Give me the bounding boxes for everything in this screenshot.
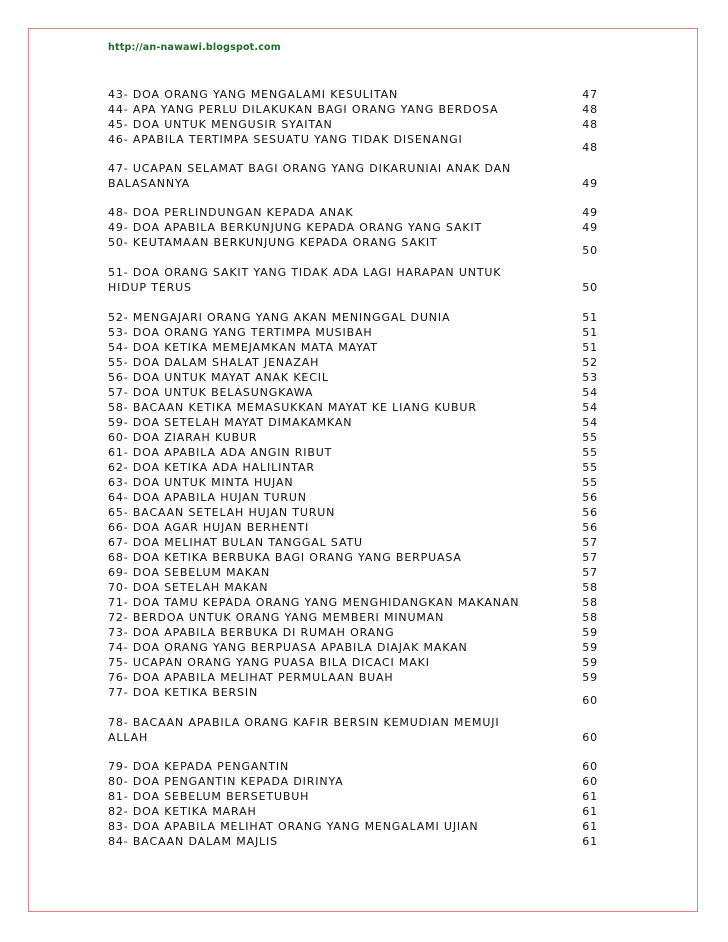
toc-line xyxy=(108,265,598,280)
toc-entry-text: 60- DOA ZIARAH KUBUR xyxy=(108,431,258,444)
toc-entry-text: 83- DOA APABILA MELIHAT ORANG YANG MENGALAMI UJIAN xyxy=(108,820,479,833)
toc-entry-text: 78- BACAAN APABILA ORANG KAFIR BERSIN KEMUDIAN MEMUJI xyxy=(108,716,500,729)
toc-page-number: 48 xyxy=(582,141,598,154)
toc-entry-text: 82- DOA KETIKA MARAH xyxy=(108,805,257,818)
toc-page-number: 54 xyxy=(582,416,598,429)
toc-entry-text: 70- DOA SETELAH MAKAN xyxy=(108,581,269,594)
toc-line xyxy=(108,117,598,132)
toc-line xyxy=(108,370,598,385)
toc-page-number: 54 xyxy=(582,386,598,399)
toc-page-number: 47 xyxy=(582,88,598,101)
toc-page-number: 57 xyxy=(582,536,598,549)
toc-line xyxy=(108,87,598,102)
toc-line xyxy=(108,625,598,640)
toc-page-number: 49 xyxy=(582,221,598,234)
toc-page-number: 60 xyxy=(582,760,598,773)
toc-line xyxy=(108,325,598,340)
toc-page-number: 61 xyxy=(582,820,598,833)
toc-entry-text: 49- DOA APABILA BERKUNJUNG KEPADA ORANG YANG SAKIT xyxy=(108,221,483,234)
toc-entry-text: 46- APABILA TERTIMPA SESUATU YANG TIDAK DISENANGI xyxy=(108,133,463,146)
toc-page-number: 55 xyxy=(582,446,598,459)
toc-entry-text: 52- MENGAJARI ORANG YANG AKAN MENINGGAL DUNIA xyxy=(108,311,451,324)
toc-line xyxy=(108,176,598,191)
toc-line xyxy=(108,475,598,490)
toc-page-number: 48 xyxy=(582,103,598,116)
toc-page-number: 54 xyxy=(582,401,598,414)
toc-entry-text: 66- DOA AGAR HUJAN BERHENTI xyxy=(108,521,310,534)
toc-page-number: 50 xyxy=(582,281,598,294)
toc-entry-text: 57- DOA UNTUK BELASUNGKAWA xyxy=(108,386,314,399)
toc-entry-text: 68- DOA KETIKA BERBUKA BAGI ORANG YANG BERPUASA xyxy=(108,551,462,564)
toc-page-number: 61 xyxy=(582,790,598,803)
toc-line xyxy=(108,610,598,625)
toc-line xyxy=(108,505,598,520)
toc-page-number: 58 xyxy=(582,611,598,624)
toc-line xyxy=(108,415,598,430)
toc-entry-text: 45- DOA UNTUK MENGUSIR SYAITAN xyxy=(108,118,333,131)
toc-entry-text: 55- DOA DALAM SHALAT JENAZAH xyxy=(108,356,320,369)
toc-entry-text: HIDUP TERUS xyxy=(108,281,192,294)
toc-page-number: 49 xyxy=(582,206,598,219)
toc-page-number: 55 xyxy=(582,461,598,474)
toc-line xyxy=(108,730,598,745)
toc-page-number: 56 xyxy=(582,491,598,504)
toc-line xyxy=(108,685,598,707)
toc-entry-text: 64- DOA APABILA HUJAN TURUN xyxy=(108,491,307,504)
toc-page-number: 53 xyxy=(582,371,598,384)
toc-line xyxy=(108,220,598,235)
toc-entry-text: 43- DOA ORANG YANG MENGALAMI KESULITAN xyxy=(108,88,399,101)
toc-page-number: 61 xyxy=(582,805,598,818)
toc-line xyxy=(108,520,598,535)
toc-entry-text: 74- DOA ORANG YANG BERPUASA APABILA DIAJAK MAKAN xyxy=(108,641,468,654)
header-url: http://an-nawawi.blogspot.com xyxy=(108,42,281,53)
toc-page-number: 52 xyxy=(582,356,598,369)
toc-line xyxy=(108,310,598,325)
toc-page-number: 58 xyxy=(582,596,598,609)
toc-page-number: 56 xyxy=(582,521,598,534)
toc-page-number: 49 xyxy=(582,177,598,190)
toc-entry-text: ALLAH xyxy=(108,731,149,744)
toc-line xyxy=(108,655,598,670)
toc-line xyxy=(108,774,598,789)
toc-entry-text: 59- DOA SETELAH MAYAT DIMAKAMKAN xyxy=(108,416,353,429)
toc-page-number: 55 xyxy=(582,476,598,489)
toc-line xyxy=(108,355,598,370)
toc-entry-text: 71- DOA TAMU KEPADA ORANG YANG MENGHIDANGKAN MAKANAN xyxy=(108,596,520,609)
toc-page-number: 61 xyxy=(582,835,598,848)
toc-entry-text: 61- DOA APABILA ADA ANGIN RIBUT xyxy=(108,446,333,459)
toc-page-number: 57 xyxy=(582,566,598,579)
toc-line xyxy=(108,102,598,117)
toc-line xyxy=(108,550,598,565)
toc-page-number: 51 xyxy=(582,311,598,324)
toc-entry-text: 72- BERDOA UNTUK ORANG YANG MEMBERI MINUMAN xyxy=(108,611,445,624)
toc-page-number: 59 xyxy=(582,671,598,684)
toc-line xyxy=(108,205,598,220)
toc-entry-text: 50- KEUTAMAAN BERKUNJUNG KEPADA ORANG SAKIT xyxy=(108,236,438,249)
toc-line xyxy=(108,460,598,475)
toc-page-number: 60 xyxy=(582,731,598,744)
toc-entry-text: 65- BACAAN SETELAH HUJAN TURUN xyxy=(108,506,336,519)
toc-line xyxy=(108,161,598,176)
toc-entry-text: 47- UCAPAN SELAMAT BAGI ORANG YANG DIKARUNIAI ANAK DAN xyxy=(108,162,512,175)
toc-entry-text: 73- DOA APABILA BERBUKA DI RUMAH ORANG xyxy=(108,626,395,639)
toc-line xyxy=(108,132,598,154)
toc-line xyxy=(108,595,598,610)
toc-page-number: 60 xyxy=(582,775,598,788)
toc-page-number: 58 xyxy=(582,581,598,594)
toc-page-number: 48 xyxy=(582,118,598,131)
toc-line xyxy=(108,445,598,460)
toc-entry-text: 75- UCAPAN ORANG YANG PUASA BILA DICACI MAKI xyxy=(108,656,430,669)
toc-page-number: 51 xyxy=(582,326,598,339)
toc-line xyxy=(108,235,598,257)
toc-entry-text: BALASANNYA xyxy=(108,177,191,190)
toc-line xyxy=(108,715,598,730)
toc-page-number: 59 xyxy=(582,626,598,639)
toc-entry-text: 76- DOA APABILA MELIHAT PERMULAAN BUAH xyxy=(108,671,394,684)
toc-entry-text: 56- DOA UNTUK MAYAT ANAK KECIL xyxy=(108,371,329,384)
toc-line xyxy=(108,834,598,849)
toc-entry-text: 77- DOA KETIKA BERSIN xyxy=(108,686,259,699)
toc-line xyxy=(108,385,598,400)
toc-entry-text: 62- DOA KETIKA ADA HALILINTAR xyxy=(108,461,315,474)
toc-page-number: 59 xyxy=(582,641,598,654)
toc-page-number: 50 xyxy=(582,244,598,257)
toc-entry-text: 79- DOA KEPADA PENGANTIN xyxy=(108,760,290,773)
toc-entry-text: 54- DOA KETIKA MEMEJAMKAN MATA MAYAT xyxy=(108,341,378,354)
toc-line xyxy=(108,789,598,804)
toc-entry-text: 53- DOA ORANG YANG TERTIMPA MUSIBAH xyxy=(108,326,373,339)
toc-entry-text: 44- APA YANG PERLU DILAKUKAN BAGI ORANG YANG BERDOSA xyxy=(108,103,499,116)
toc-line xyxy=(108,580,598,595)
toc-page-number: 56 xyxy=(582,506,598,519)
toc-entry-text: 67- DOA MELIHAT BULAN TANGGAL SATU xyxy=(108,536,363,549)
toc-entry-text: 51- DOA ORANG SAKIT YANG TIDAK ADA LAGI HARAPAN UNTUK xyxy=(108,266,502,279)
toc-line xyxy=(108,400,598,415)
toc-page-number: 59 xyxy=(582,656,598,669)
toc-entry-text: 81- DOA SEBELUM BERSETUBUH xyxy=(108,790,310,803)
toc-page-number: 51 xyxy=(582,341,598,354)
toc-page-number: 57 xyxy=(582,551,598,564)
toc-entry-text: 84- BACAAN DALAM MAJLIS xyxy=(108,835,278,848)
toc-line xyxy=(108,535,598,550)
toc-line xyxy=(108,565,598,580)
toc-line xyxy=(108,430,598,445)
toc-entry-text: 58- BACAAN KETIKA MEMASUKKAN MAYAT KE LIANG KUBUR xyxy=(108,401,477,414)
toc-entry-text: 69- DOA SEBELUM MAKAN xyxy=(108,566,271,579)
toc-line xyxy=(108,640,598,655)
toc-page-number: 60 xyxy=(582,694,598,707)
toc-entry-text: 48- DOA PERLINDUNGAN KEPADA ANAK xyxy=(108,206,354,219)
toc-entry-text: 80- DOA PENGANTIN KEPADA DIRINYA xyxy=(108,775,344,788)
toc-line xyxy=(108,490,598,505)
toc-entry-text: 63- DOA UNTUK MINTA HUJAN xyxy=(108,476,294,489)
toc-line xyxy=(108,340,598,355)
toc-line xyxy=(108,804,598,819)
toc-line xyxy=(108,819,598,834)
toc-line xyxy=(108,280,598,295)
toc-line xyxy=(108,670,598,685)
toc-page-number: 55 xyxy=(582,431,598,444)
toc-line xyxy=(108,759,598,774)
